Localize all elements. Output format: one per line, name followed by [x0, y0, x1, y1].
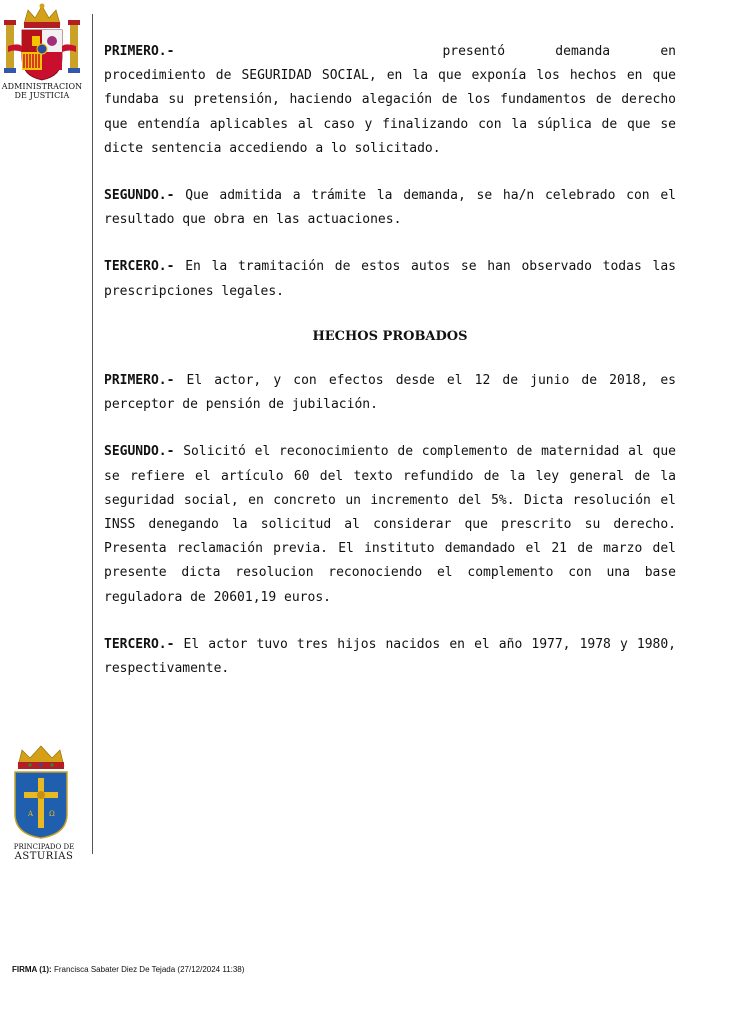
justicia-logo-line1: ADMINISTRACION: [1, 82, 83, 91]
hecho-primero-label: PRIMERO.-: [104, 373, 175, 389]
hecho-segundo: [104, 440, 676, 609]
asturias-logo-line1: PRINCIPADO DE: [13, 843, 75, 851]
justicia-logo-line2: DE JUSTICIA: [14, 91, 70, 100]
hecho-tercero: [104, 633, 676, 681]
hecho-segundo-text: Solicitó el reconocimiento de complemento de maternidad al que se refiere el artículo 60 del texto refundido de la ley general de la seguridad social, en concreto un incremento del 5%. Dicta resolución el INSS denegando la solicitud al considerar que prescrito su derecho. Presenta reclamación previa. El instituto demandado el 21 de marzo del presente dicta resolucion reconociendo el complemento con una base reguladora de 20601,19 euros.: [104, 444, 677, 605]
antecedente-segundo-label: SEGUNDO.-: [104, 188, 175, 204]
hechos-probados-title: HECHOS PROBADOS: [312, 328, 468, 344]
hecho-primero: [104, 369, 676, 417]
antecedente-primero-text: presentó demanda en procedimiento de SEGURIDAD SOCIAL, en la que exponía los hechos en que fundaba su pretensión, haciendo alegación de los fundamentos de derecho que entendía aplicables al caso y finalizando con la súplica de que se dicte sentencia accediendo a lo solicitado.: [104, 44, 676, 156]
spain-coat-of-arms-icon: [2, 2, 82, 82]
antecedente-segundo: [104, 184, 676, 232]
justicia-logo-text: [0, 82, 84, 100]
document-body: [104, 40, 676, 681]
administracion-justicia-logo: [0, 0, 84, 104]
signature-label: FIRMA (1):: [12, 965, 52, 974]
asturias-logo-text: [8, 842, 80, 862]
antecedente-segundo-text: Que admitida a trámite la demanda, se ha/n celebrado con el resultado que obra en las actuaciones.: [104, 188, 676, 228]
asturias-coat-of-arms-icon: [12, 744, 70, 840]
signature-footer: [12, 965, 244, 974]
hecho-primero-text: El actor, y con efectos desde el 12 de junio de 2018, es perceptor de pensión de jubilación.: [104, 373, 676, 413]
antecedente-primero: [104, 40, 676, 161]
svg-text:Ω: Ω: [49, 810, 55, 818]
antecedente-tercero-label: TERCERO.-: [104, 259, 175, 275]
antecedente-tercero-text: En la tramitación de estos autos se han observado todas las prescripciones legales.: [104, 259, 676, 299]
margin-rule: [92, 14, 93, 854]
hecho-tercero-text: El actor tuvo tres hijos nacidos en el año 1977, 1978 y 1980, respectivamente.: [104, 636, 677, 677]
antecedente-primero-label: PRIMERO.-: [104, 44, 175, 59]
principado-asturias-logo: [8, 744, 74, 868]
svg-text:A: A: [28, 810, 34, 818]
hecho-segundo-label: SEGUNDO.-: [104, 444, 175, 460]
signature-text: Francisca Sabater Diez De Tejada (27/12/2024 11:38): [53, 965, 245, 974]
antecedente-tercero: [104, 255, 676, 303]
asturias-logo-line2: ASTURIAS: [14, 851, 74, 862]
hecho-tercero-label: TERCERO.-: [104, 636, 175, 652]
